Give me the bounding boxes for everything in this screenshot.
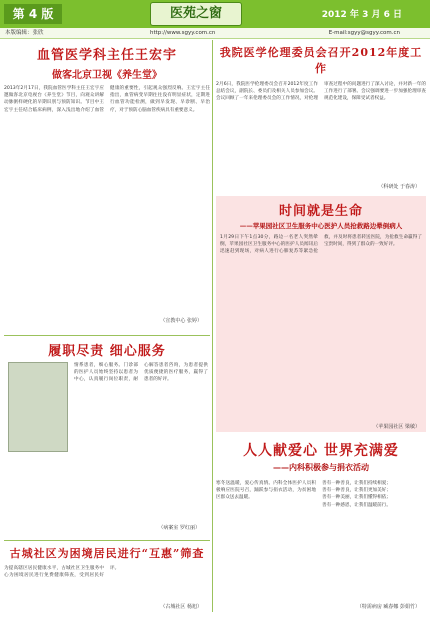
- article-title: 血管医学科主任王宏宇: [36, 48, 177, 63]
- article-byline: （古城社区 杨旭）: [160, 604, 202, 610]
- article-byline: （病案室 罗红丽）: [158, 525, 200, 531]
- article-title: 履职尽责 细心服务: [48, 344, 166, 359]
- column-divider: [212, 40, 213, 612]
- article-title: 我院医学伦理委员会召开2012年度工作: [219, 46, 423, 75]
- article-body: 为提高辖区居民健康水平，古城社区卫生服务中心为困境居民进行免费健康筛查，受到居民好评。: [4, 566, 120, 579]
- poem-line: 善有一种美丽，让我们懂得相依；: [322, 495, 391, 501]
- masthead-bar: [0, 0, 430, 28]
- article-photo: [8, 362, 68, 452]
- article-body: 2月6日，我院医学伦理委员会召开2012年度工作总结会议，副院长、委员们及相关人员参加会议。会议回顾了一年来伦理委员会的工作情况，对伦理审查过程中的问题进行了深入讨论，并对新一年的工作进行了部署。会议强调要进一步加强伦理审查规范化建设，保障受试者权益。: [216, 82, 426, 102]
- article-byline: （特需病房 臧春娜 彭娟竹）: [356, 604, 420, 610]
- article-body: 寒冬送温暖，爱心传真情。内科全体医护人员积极响应医院号召，踊跃参与捐衣活动，为贫困地区群众送去温暖。: [216, 481, 316, 501]
- article-title: 人人献爱心 世界充满爱: [243, 443, 399, 459]
- website-link[interactable]: http://www.sgyy.com.cn: [150, 30, 216, 36]
- article-subtitle: ——苹果园社区卫生服务中心医护人员抢救路边晕倒病人: [239, 222, 403, 230]
- issue-date: 2012 年 3 月 6 日: [321, 10, 402, 20]
- article-body: 1月29日下午1点30分，路边一名老人突然晕倒，苹果园社区卫生服务中心的医护人员闻讯后迅速赶到现场，对病人进行心肺复苏等紧急抢救，并及时将患者转送医院，为抢救生命赢得了宝贵时间，得到了群众的一致好评。: [220, 235, 422, 255]
- poem-line: 善有一种善良，让我们持续相爱；: [322, 481, 391, 486]
- article-byline: （苹果园社区 梁敏）: [373, 424, 420, 430]
- article-body: 情系患者，细心服务。门诊部的医护人员始终坚持以患者为中心，认真履行岗位职责，耐心解答患者咨询，为患者提供优质便捷的医疗服务，赢得了患者的好评。: [74, 363, 208, 383]
- email-address[interactable]: E-mail:sgyy@sgyy.com.cn: [328, 30, 400, 36]
- article-title: 古城社区为困境居民进行“互惠”筛查: [9, 547, 205, 560]
- article-vascular: [4, 42, 210, 330]
- article-duty: [4, 335, 210, 535]
- article-gucheng: [4, 540, 210, 612]
- article-byline: （科研处 于春涛）: [378, 184, 420, 190]
- page-number: 第 4 版: [4, 4, 62, 24]
- article-subtitle: 做客北京卫视《养生堂》: [52, 70, 162, 81]
- edition-info-bar: [0, 28, 430, 39]
- poem-line: 善有一种善良，让我们更加美好；: [322, 488, 391, 494]
- section-banner: 医苑之窗: [150, 2, 242, 26]
- article-charity: [216, 436, 426, 612]
- article-ethics: [216, 42, 426, 192]
- article-title: 时间就是生命: [278, 204, 363, 219]
- editor-credit: 本版编辑：张欣: [5, 30, 44, 36]
- article-body: 2013年2月17日，我院血管医学科主任王宏宇应邀做客北京电视台《养生堂》节目，向观众讲解动脉粥样硬化的早期识别与预防知识。节目中王宏宇主任结合临床病例，深入浅出地介绍了血管健康的重要性，引起观众强烈反响。王宏宇主任指出，血管病变早期往往没有明显症状，定期进行血管功能检测，做到早发现、早诊断、早治疗，对于预防心脑血管疾病具有重要意义。: [4, 86, 210, 113]
- article-byline: （宣教中心 张婷）: [160, 318, 202, 324]
- poem-list: [322, 480, 426, 509]
- poem-line: 善有一种感恩，让我们温暖前行。: [322, 502, 391, 508]
- article-time-is-life: [216, 196, 426, 432]
- article-subtitle: ——内科积极参与捐衣活动: [273, 463, 369, 472]
